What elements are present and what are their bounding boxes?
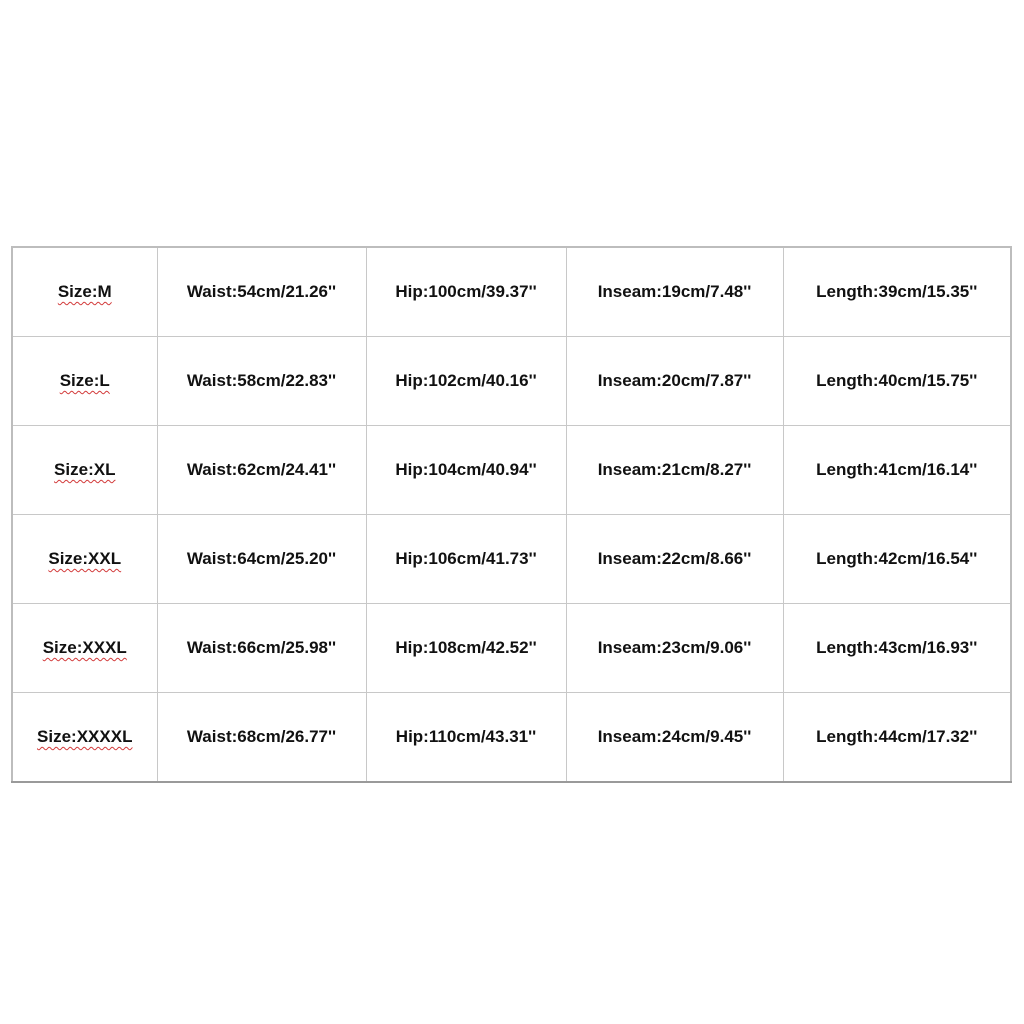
size-label: Size:XXXL xyxy=(42,638,127,657)
waist-cell: Waist:62cm/24.41'' xyxy=(157,426,366,515)
table-row xyxy=(12,426,1011,515)
size-label: Size:XL xyxy=(54,460,116,479)
waist-cell: Waist:68cm/26.77'' xyxy=(157,693,366,783)
table-row xyxy=(12,604,1011,693)
table-row xyxy=(12,247,1011,337)
size-cell xyxy=(12,247,157,337)
length-cell: Length:39cm/15.35'' xyxy=(783,247,1011,337)
hip-cell: Hip:100cm/39.37'' xyxy=(366,247,566,337)
length-cell: Length:40cm/15.75'' xyxy=(783,337,1011,426)
waist-cell: Waist:64cm/25.20'' xyxy=(157,515,366,604)
size-cell xyxy=(12,604,157,693)
size-label: Size:XXL xyxy=(48,549,122,568)
hip-cell: Hip:104cm/40.94'' xyxy=(366,426,566,515)
waist-cell: Waist:66cm/25.98'' xyxy=(157,604,366,693)
hip-cell: Hip:108cm/42.52'' xyxy=(366,604,566,693)
inseam-cell: Inseam:20cm/7.87'' xyxy=(566,337,783,426)
waist-cell: Waist:58cm/22.83'' xyxy=(157,337,366,426)
length-cell: Length:44cm/17.32'' xyxy=(783,693,1011,783)
inseam-cell: Inseam:23cm/9.06'' xyxy=(566,604,783,693)
size-cell xyxy=(12,337,157,426)
inseam-cell: Inseam:21cm/8.27'' xyxy=(566,426,783,515)
size-cell xyxy=(12,426,157,515)
length-cell: Length:41cm/16.14'' xyxy=(783,426,1011,515)
size-cell xyxy=(12,693,157,783)
table-row xyxy=(12,693,1011,783)
length-cell: Length:43cm/16.93'' xyxy=(783,604,1011,693)
inseam-cell: Inseam:22cm/8.66'' xyxy=(566,515,783,604)
table-row xyxy=(12,515,1011,604)
size-cell xyxy=(12,515,157,604)
size-label: Size:XXXXL xyxy=(37,727,133,746)
size-label: Size:M xyxy=(57,282,112,301)
hip-cell: Hip:110cm/43.31'' xyxy=(366,693,566,783)
hip-cell: Hip:106cm/41.73'' xyxy=(366,515,566,604)
table-row xyxy=(12,337,1011,426)
waist-cell: Waist:54cm/21.26'' xyxy=(157,247,366,337)
hip-cell: Hip:102cm/40.16'' xyxy=(366,337,566,426)
size-label: Size:L xyxy=(59,371,110,390)
inseam-cell: Inseam:24cm/9.45'' xyxy=(566,693,783,783)
inseam-cell: Inseam:19cm/7.48'' xyxy=(566,247,783,337)
size-chart-table xyxy=(11,246,1012,783)
length-cell: Length:42cm/16.54'' xyxy=(783,515,1011,604)
